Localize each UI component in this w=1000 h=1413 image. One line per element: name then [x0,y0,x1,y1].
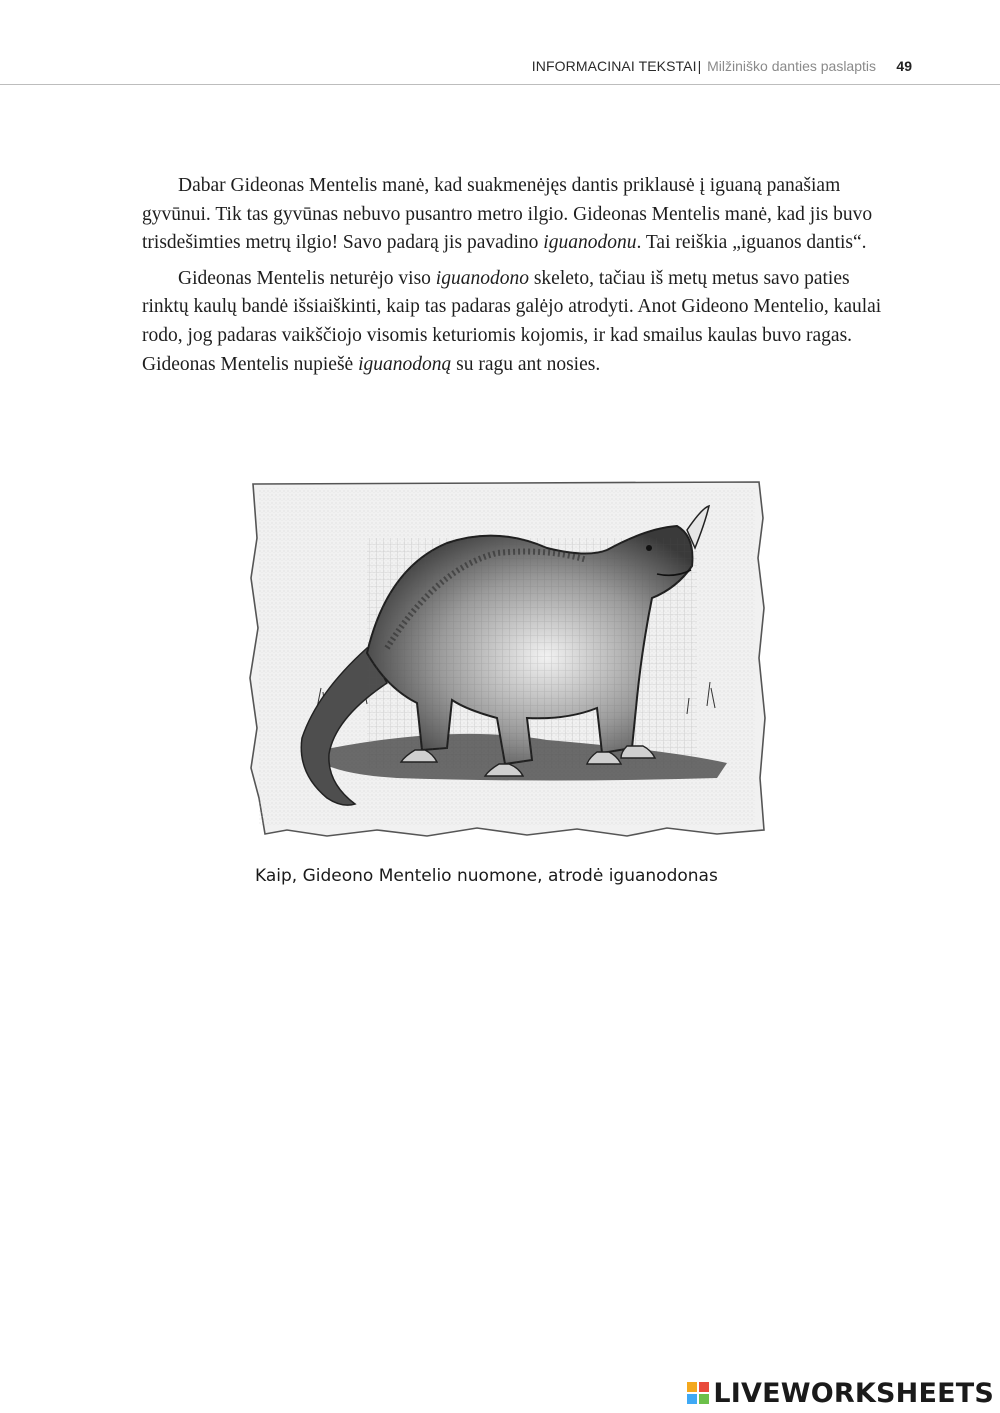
logo-square-2 [699,1382,709,1392]
paragraph-2-text-c: su ragu ant nosies. [451,353,601,375]
header-chapter-title: Milžiniško danties paslaptis [707,58,876,74]
paragraph-2-emphasis-b: iguanodoną [358,353,452,375]
paragraph-1 [142,172,882,258]
header-section-title: INFORMACINAI TEKSTAI [531,58,697,74]
paragraph-1-text-b: . Tai reiškia „iguanos dantis“. [636,232,867,254]
watermark-text: LIVEWORKSHEETS [713,1377,994,1409]
figure-caption: Kaip, Gideono Mentelio nuomone, atrodė iguanodonas [255,866,718,886]
article-body [142,172,882,386]
liveworksheets-logo-icon [687,1382,709,1404]
logo-square-3 [687,1394,697,1404]
dinosaur-eye [646,545,652,551]
running-header [532,58,876,74]
logo-square-4 [699,1394,709,1404]
logo-square-1 [687,1382,697,1392]
paragraph-2-text-a: Gideonas Mentelis neturėjo viso [178,267,436,289]
paragraph-1-emphasis: iguanodonu [543,232,637,254]
page-number: 49 [896,58,912,74]
iguanodon-illustration [247,478,767,846]
liveworksheets-watermark [687,1376,994,1410]
paragraph-2-text-b: skeleto, tačiau iš metų metus savo paties rinktų kaulų bandė išsiaiškinti, kaip tas padaras galėjo atrodyti. Anot Gideono Mentelio, kaulai rodo, jog padaras vaikščiojo visomis keturiomis kojomis, ir kad smailus kaulas buvo ragas. Gideonas Mentelis nupiešė [142,267,882,375]
page-header [0,0,1000,85]
paragraph-2-emphasis-a: iguanodono [435,267,529,289]
paragraph-2 [142,265,882,379]
header-separator: | [697,58,702,74]
paragraph-1-text-a: Dabar Gideonas Mentelis manė, kad suakmenėjęs dantis priklausė į iguaną panašiam gyvūnui. Tik tas gyvūnas nebuvo pusantro metro ilgio. Gideonas Mentelis manė, kad jis buvo trisdešimties metrų ilgio! Savo padarą jis pavadino [142,175,873,254]
